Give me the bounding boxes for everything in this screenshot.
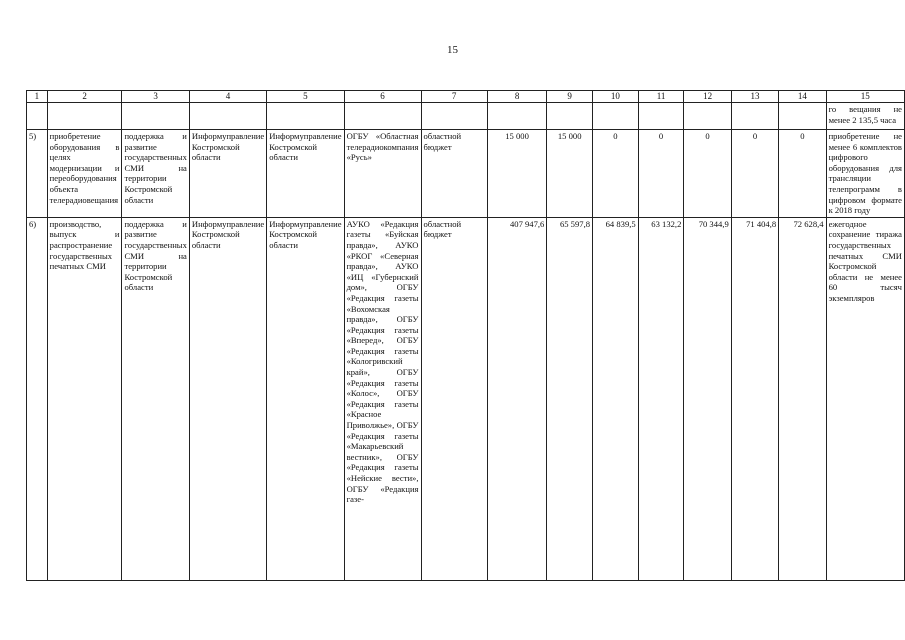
continuation-result: го вещания не менее 2 135,5 часа — [826, 103, 904, 130]
header-cell: 8 — [487, 91, 547, 103]
expected-result: приобретение не менее 6 комплектов цифрового оборудования для трансляции телепрограмм в цифровом формате к 2018 году — [826, 130, 904, 218]
amount-year-1: 65 597,8 — [547, 217, 593, 580]
amount-year-5: 71 404,8 — [731, 217, 778, 580]
header-cell: 1 — [27, 91, 48, 103]
responsible-executor: Информуправление Костромской области — [189, 217, 266, 580]
main-manager: Информуправление Костромской области — [267, 217, 344, 580]
amount-year-6: 72 628,4 — [779, 217, 826, 580]
responsible-executor: Информуправление Костромской области — [189, 130, 266, 218]
row-number: 5) — [27, 130, 48, 218]
header-cell: 7 — [421, 91, 487, 103]
amount-year-4: 0 — [684, 130, 731, 218]
measure-name: производство, выпуск и распространение государственных печатных СМИ — [47, 217, 122, 580]
amount-year-5: 0 — [731, 130, 778, 218]
task-name: поддержка и развитие государственных СМИ на территории Костромской области — [122, 217, 189, 580]
header-cell: 10 — [593, 91, 639, 103]
amount-year-1: 15 000 — [547, 130, 593, 218]
participants: ОГБУ «Областная телерадиокомпания «Русь» — [344, 130, 421, 218]
amount-year-3: 63 132,2 — [638, 217, 684, 580]
amount-year-2: 64 839,5 — [593, 217, 639, 580]
table-row — [27, 130, 905, 218]
amount-year-6: 0 — [779, 130, 826, 218]
total-amount: 407 947,6 — [487, 217, 547, 580]
amount-year-4: 70 344,9 — [684, 217, 731, 580]
main-manager: Информуправление Костромской области — [267, 130, 344, 218]
header-cell: 13 — [731, 91, 778, 103]
header-cell: 15 — [826, 91, 904, 103]
header-cell: 11 — [638, 91, 684, 103]
continuation-row — [27, 103, 905, 130]
funding-source: областной бюджет — [421, 217, 487, 580]
header-row — [27, 91, 905, 103]
page-number: 15 — [447, 44, 458, 56]
table-row — [27, 217, 905, 580]
header-cell: 5 — [267, 91, 344, 103]
header-cell: 6 — [344, 91, 421, 103]
participants: АУКО «Редакция газеты «Буйская правда», АУКО «РКОГ «Северная правда», АУКО «ИЦ «Губернский дом», ОГБУ «Редакция газеты «Вохомская правда», ОГБУ «Редакция газеты «Вперед», ОГБУ «Редакция газеты «Кологривский край», ОГБУ «Редакция газеты «Колос», ОГБУ «Редакция газеты «Красное Приволжье», ОГБУ «Редакция газеты «Макарьевский вестник», ОГБУ «Редакция газеты «Нейские вести», ОГБУ «Редакция газе- — [344, 217, 421, 580]
measure-name: приобретение оборудования в целях модернизации и переоборудования объекта телерадиовещания — [47, 130, 122, 218]
header-cell: 14 — [779, 91, 826, 103]
task-name: поддержка и развитие государственных СМИ на территории Костромской области — [122, 130, 189, 218]
header-cell: 12 — [684, 91, 731, 103]
header-cell: 4 — [189, 91, 266, 103]
total-amount: 15 000 — [487, 130, 547, 218]
header-cell: 2 — [47, 91, 122, 103]
row-number: 6) — [27, 217, 48, 580]
expected-result: ежегодное сохранение тиража государственных печатных СМИ Костромской области не менее 60 тысяч экземпляров — [826, 217, 904, 580]
funding-source: областной бюджет — [421, 130, 487, 218]
amount-year-2: 0 — [593, 130, 639, 218]
amount-year-3: 0 — [638, 130, 684, 218]
header-cell: 3 — [122, 91, 189, 103]
header-cell: 9 — [547, 91, 593, 103]
program-table — [26, 90, 905, 581]
